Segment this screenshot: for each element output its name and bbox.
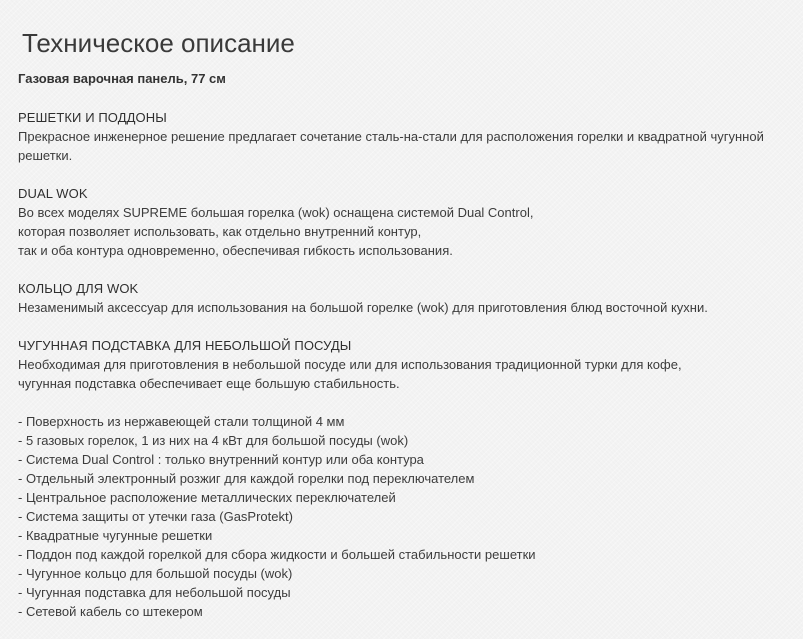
list-item: - Поверхность из нержавеющей стали толщиной 4 мм — [18, 414, 345, 429]
section-text-line: Во всех моделях SUPREME большая горелка (wok) оснащена системой Dual Control, — [18, 205, 534, 220]
section-text: Прекрасное инженерное решение предлагает сочетание сталь-на-стали для расположения горелки и квадратной чугунной решетки. — [18, 129, 764, 163]
product-subtitle: Газовая варочная панель, 77 см — [18, 71, 226, 86]
list-item: - Система Dual Control : только внутренний контур или оба контура — [18, 452, 424, 467]
list-item: - Квадратные чугунные решетки — [18, 528, 213, 543]
list-item: - Сетевой кабель со штекером — [18, 604, 203, 619]
list-item: - Центральное расположение металлических переключателей — [18, 490, 396, 505]
section-heading: ЧУГУННАЯ ПОДСТАВКА ДЛЯ НЕБОЛЬШОЙ ПОСУДЫ — [18, 338, 352, 353]
list-item: - Отдельный электронный розжиг для каждой горелки под переключателем — [18, 471, 475, 486]
section-text-line: Необходимая для приготовления в небольшой посуде или для использования традиционной турки для кофе, — [18, 357, 682, 372]
section-grates-and-trays — [18, 108, 788, 165]
section-text-line: чугунная подставка обеспечивает еще большую стабильность. — [18, 376, 400, 391]
description-content — [18, 108, 788, 621]
section-heading: DUAL WOK — [18, 186, 88, 201]
section-text-line: Незаменимый аксессуар для использования на большой горелке (wok) для приготовления блюд восточной кухни. — [18, 300, 708, 315]
section-text-line: так и оба контура одновременно, обеспечивая гибкость использования. — [18, 243, 453, 258]
list-item: - 5 газовых горелок, 1 из них на 4 кВт для большой посуды (wok) — [18, 433, 409, 448]
feature-list — [18, 412, 788, 621]
section-text-line: которая позволяет использовать, как отдельно внутренний контур, — [18, 224, 422, 239]
list-item: - Поддон под каждой горелкой для сбора жидкости и большей стабильности решетки — [18, 547, 536, 562]
section-dual-wok — [18, 184, 788, 260]
page-title: Техническое описание — [22, 28, 295, 58]
section-cast-iron-stand — [18, 336, 788, 393]
section-wok-ring — [18, 279, 788, 317]
list-item: - Чугунное кольцо для большой посуды (wok) — [18, 566, 293, 581]
list-item: - Чугунная подставка для небольшой посуды — [18, 585, 291, 600]
list-item: - Система защиты от утечки газа (GasProtekt) — [18, 509, 293, 524]
section-heading: РЕШЕТКИ И ПОДДОНЫ — [18, 110, 167, 125]
section-heading: КОЛЬЦО ДЛЯ WOK — [18, 281, 139, 296]
